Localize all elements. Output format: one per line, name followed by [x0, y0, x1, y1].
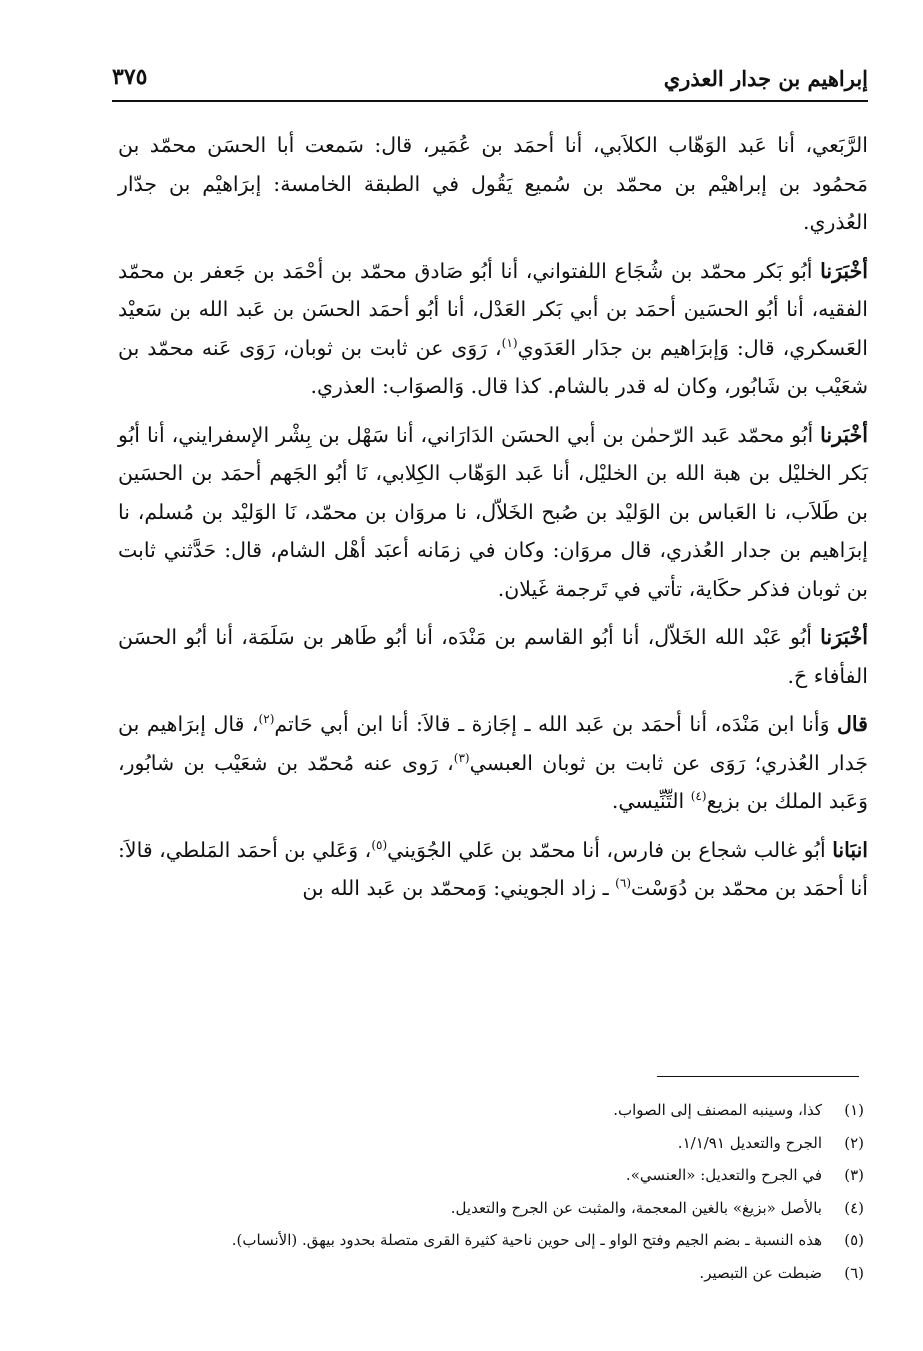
footnote-item: [112, 1094, 864, 1127]
footnote-ref: (٦): [615, 876, 631, 891]
paragraph-text: أبُو غالب شجاع بن فارس، أنا محمّد بن عَلي الجُوَيني: [387, 837, 826, 862]
paragraph-5: [118, 705, 868, 821]
footnotes: [112, 1094, 864, 1289]
paragraph-text: ، رَوى عنه مُحمّد بن شعَيْب بن شابُور، وَعَبد الملك بن بزيع: [118, 750, 868, 813]
footnote-number: (٤): [844, 1198, 864, 1217]
footnote-number: (٥): [844, 1231, 864, 1249]
footnote-text: ضبطت عن التبصير.: [699, 1263, 822, 1282]
footnote-item: [112, 1257, 864, 1290]
paragraph-text: أبُو بَكر محمّد بن شُجَاع اللفتواني، أنا أبُو صَادق محمّد بن أحْمَد بن جَعفر بن محمّد الفقيه، أنا أبُو الحسَين أحمَد بن أبي بَكر العَدْل، أنا أبُو أحمَد الحسَن بن عَبد الله بن سَعيْد العَسكري، قال: وَإبرَاهيم بن جدَار العَدَوي: [118, 258, 869, 360]
paragraph-lead: انبَانا: [832, 837, 868, 862]
paragraph-text: ، قال إبرَاهيم بن جَدار العُذري؛ رَوَى عن ثابت بن ثوبان العبسي: [118, 712, 868, 775]
footnote-ref: (٣): [453, 750, 470, 765]
footnote-number: (١): [844, 1101, 864, 1119]
paragraph-1: [118, 126, 868, 242]
paragraph-4: [118, 618, 868, 695]
paragraph-3: [118, 416, 868, 609]
footnote-ref: (٤): [690, 789, 707, 804]
paragraph-6: [118, 831, 868, 908]
paragraph-lead: أخْبَرَنا: [820, 625, 868, 649]
page-number: ٣٧٥: [112, 64, 148, 90]
footnote-text: بالأصل «بزيغ» بالغين المعجمة، والمثبت عن الجرح والتعديل.: [450, 1198, 822, 1217]
footnote-number: (٣): [844, 1166, 864, 1184]
footnote-text: هذه النسبة ـ بضم الجيم وفتح الواو ـ إلى حوين ناحية كثيرة القرى متصلة بحدود بيهق. (الأنساب).: [231, 1231, 822, 1249]
running-header: [112, 60, 868, 102]
footnote-text: في الجرح والتعديل: «العنسي».: [625, 1166, 822, 1184]
footnote-text: الجرح والتعديل ١/١/٩١.: [677, 1133, 822, 1152]
footnote-ref: (٢): [258, 712, 275, 727]
footnote-item: [112, 1127, 864, 1160]
paragraph-text: أبُو محمّد عَبد الرّحمٰن بن أبي الحسَن الدَارَاني، أنا سَهْل بن بِشْر الإسفرايني، أنا أبُو بَكر الخليْل بن هبة الله بن الخليْل، أنا عَبد الوَهّاب الكِلابي، نَا أبُو الجَهم أحمَد بن الحسَين بن طَلاَب، نا العَباس بن الوَليْد بن صُبح الخَلاّل، نا مروَان بن محمّد، نَا الوَليْد بن مُسلم، نا إبرَاهيم بن جدار العُذري، قال مروَان: وكان في زمَانه أعبَد أهْل الشام، قال: حَدَّثني ثابت بن ثوبان فذكر حكَاية، تأتي في تَرجمة غَيلان.: [118, 422, 868, 601]
footnote-text: كذا، وسينبه المصنف إلى الصواب.: [613, 1101, 822, 1119]
footnote-ref: (١): [501, 335, 518, 350]
footnote-item: [112, 1159, 864, 1192]
paragraph-text: ـ زاد الجويني: وَمحمّد بن عَبد الله بن: [302, 876, 616, 900]
footnote-item: [112, 1224, 864, 1257]
footnote-item: [112, 1192, 864, 1225]
paragraph-lead: قال: [837, 712, 868, 736]
paragraph-text: ، رَوَى عن ثابت بن ثوبان، رَوَى عَنه محمّد بن شعَيْب بن شَابُور، وكان له قدر بالشام. كذا قال. وَالصوَاب: العذري.: [118, 335, 868, 398]
header-title: إبراهيم بن جدار العذري: [663, 66, 868, 91]
paragraph-lead: أخْبَرَنا: [820, 258, 868, 283]
paragraph-text: وَأنا ابن مَنْدَه، أنا أحمَد بن عَبد الله ـ إجَازة ـ قالاَ: أنا ابن أبي حَاتم: [274, 712, 830, 736]
footnote-separator: [657, 1076, 859, 1077]
paragraph-lead: أخْبَرنا: [820, 422, 868, 447]
paragraph-2: [118, 252, 868, 406]
main-text: [118, 126, 868, 918]
paragraph-text: الرَّبَعي، أنا عَبد الوَهّاب الكلاَبي، أنا أحمَد بن عُمَير، قال: سَمعت أبا الحسَن محمّد بن مَحمُود بن إبراهيْم بن محمّد بن سُميع يَقُول في الطبقة الخامسة: إبرَاهيْم بن جدّار العُذري.: [118, 133, 868, 234]
paragraph-text: ، وَعَلي بن أحمَد المَلطي، قالاَ: أنا أحمَد بن محمّد بن دُوَسْت: [118, 837, 868, 900]
paragraph-text: التِّنِّيسي.: [611, 789, 691, 813]
paragraph-text: أبُو عَبْد الله الخَلاّل، أنا أبُو القاسم بن مَنْدَه، أنا أبُو طَاهر بن سَلَمَة، أنا أبُو الحسَن الفأفاء حَ.: [118, 625, 868, 688]
footnote-ref: (٥): [371, 837, 388, 852]
footnote-number: (٢): [844, 1133, 864, 1152]
footnote-number: (٦): [844, 1263, 864, 1282]
